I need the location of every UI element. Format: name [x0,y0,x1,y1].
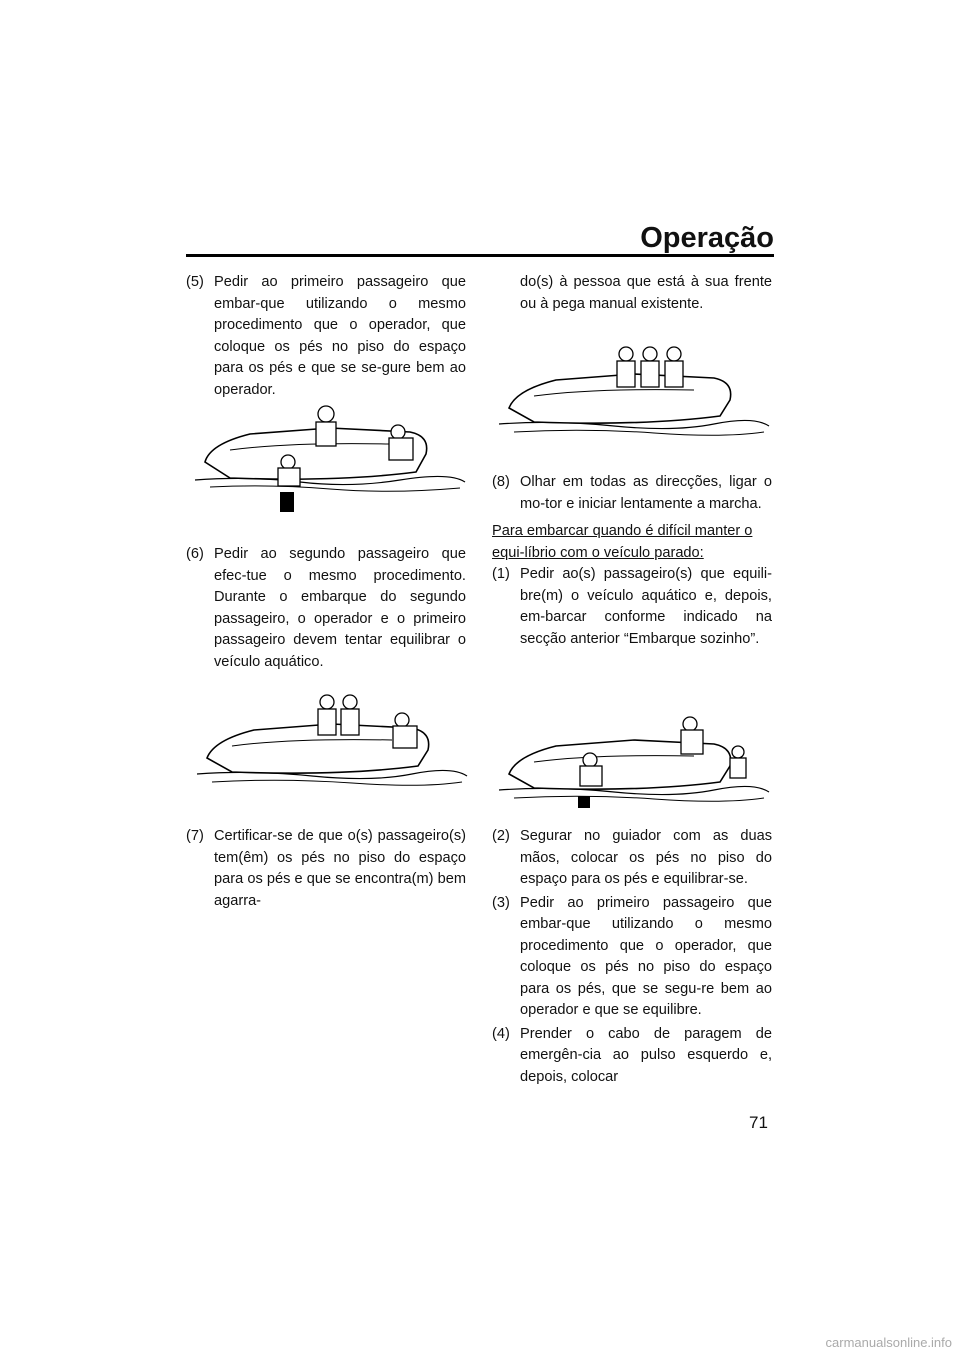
step-3-number: (3) [492,894,510,911]
step-2-number: (2) [492,828,510,844]
illustration-passengers-seated [494,338,774,438]
step-5-text: Pedir ao primeiro passageiro que embar-que utilizando o mesmo procedimento que o operador, que coloque os pés no piso do espaço para os pés e que se se-gure bem ao operador. [214,274,466,398]
step-7-text: Certificar-se de que o(s) passageiro(s) tem(êm) os pés no piso do espaço para os pés e que se encontra(m) bem agarra- [214,828,466,909]
illustration-passengers-balancing [494,708,774,810]
step-4-text: Prender o cabo de paragem de emergên-cia ao pulso esquerdo e, depois, colocar [520,1025,772,1085]
step-3 [492,893,772,1022]
right-column-top [492,272,772,317]
step-2-text: Segurar no guiador com as duas mãos, colocar os pés no piso do espaço para os pés e equilibrar-se. [520,828,772,887]
page-title: Operação [640,222,774,254]
step-7 [186,826,466,912]
step-7-continuation [492,272,772,315]
illustration-first-passenger-boarding [190,392,470,514]
step-8-text: Olhar em todas as direcções, ligar o mo-tor e iniciar lentamente a marcha. [520,474,772,512]
page-number: 71 [749,1113,768,1132]
left-column-top [186,272,466,403]
step-1-number: (1) [492,566,510,582]
step-4-number: (4) [492,1025,510,1042]
step-2 [492,826,772,891]
step-5 [186,272,466,401]
illustration-second-passenger-boarding [192,688,472,796]
step-5-number: (5) [186,274,204,290]
step-6 [186,544,466,673]
watermark: carmanualsonline.info [825,1335,952,1350]
step-8 [492,472,772,515]
step-6-number: (6) [186,546,204,562]
header-rule [186,254,774,257]
step-7-continuation-text: do(s) à pessoa que está à sua frente ou à pega manual existente. [520,274,772,312]
right-column-bottom [492,826,772,1090]
left-column-bottom [186,826,466,914]
step-7-number: (7) [186,828,204,844]
step-4 [492,1024,772,1089]
step-1-text: Pedir ao(s) passageiro(s) que equili-bre(m) o veículo aquático e, depois, em-barcar conforme indicado na secção anterior “Embarque sozinho”. [520,566,772,647]
step-8-number: (8) [492,474,510,490]
step-1 [492,564,772,650]
right-column-middle [492,472,772,652]
step-6-text: Pedir ao segundo passageiro que efec-tue o mesmo procedimento. Durante o embarque do segundo passageiro, o operador e o primeiro passageiro devem tentar equilibrar o veículo aquático. [214,546,466,670]
section-subheading: Para embarcar quando é difícil manter o equi-líbrio com o veículo parado: [492,523,753,561]
step-3-text: Pedir ao primeiro passageiro que embar-que utilizando o mesmo procedimento que o operador, que coloque os pés no piso do espaço para os pés, que se segu-re bem ao operador e que se equilibre. [520,894,772,1018]
left-column-middle [186,544,466,675]
